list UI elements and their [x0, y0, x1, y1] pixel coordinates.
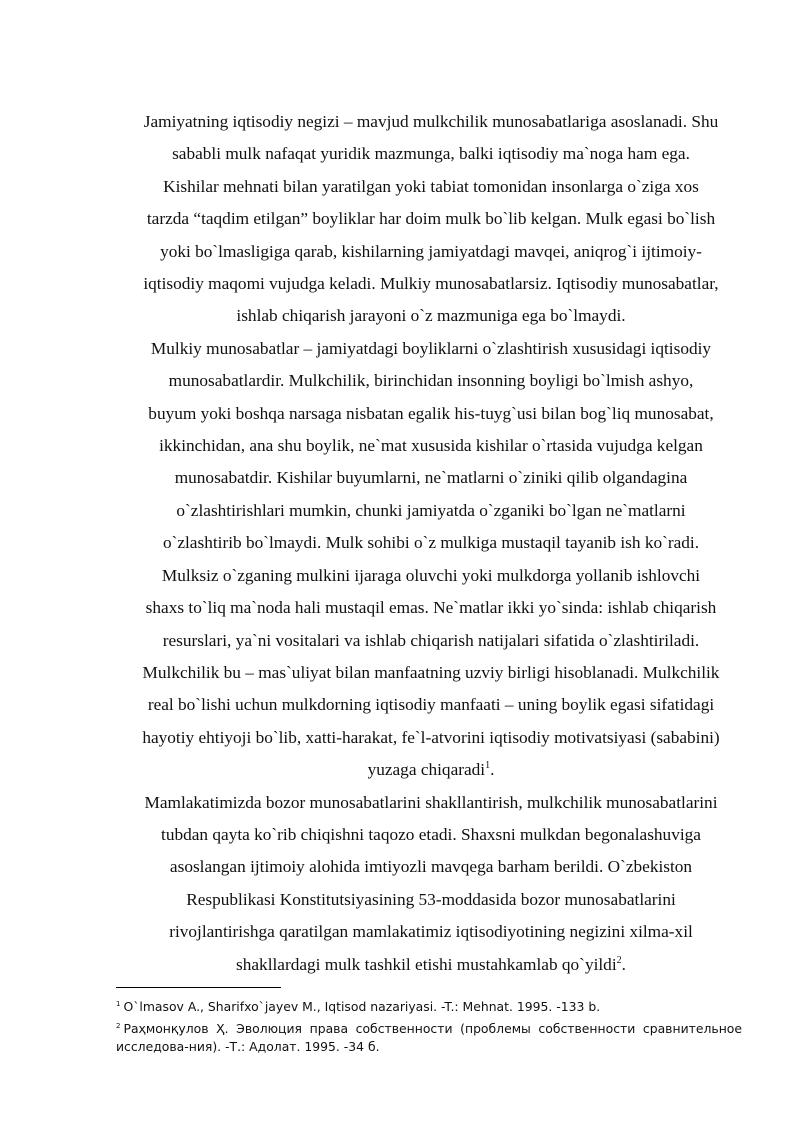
footnotes [116, 998, 742, 1060]
text-line: hayotiy ehtiyoji bo`lib, xatti-harakat, fe`l-atvorini iqtisodiy motivatsiyasi (sababini) [142, 727, 720, 747]
footnote-1 [116, 998, 742, 1016]
text-line: shaxs to`liq ma`noda hali mustaqil emas. Ne`matlar ikki yo`sinda: ishlab chiqarish [145, 598, 717, 618]
sentence-end: . [621, 954, 626, 974]
footnote-text: Раҳмонқулов Ҳ. Эволюция права собственности (проблемы собственности сравнительное исследова-ния). -Т.: Адолат. 1995. -34 б. [116, 1021, 742, 1054]
footnote-separator [116, 987, 281, 988]
footnote-2 [116, 1020, 742, 1056]
text-line: Respublikasi Konstitutsiyasining 53-moddasida bozor munosabatlarini [186, 889, 676, 909]
text-line: Mulkiy munosabatlar – jamiyatdagi boyliklarni o`zlashtirish xususidagi iqtisodiy [150, 338, 712, 358]
text-line: munosabatdir. Kishilar buyumlarni, ne`matlarni o`ziniki qilib olgandagina [174, 468, 688, 488]
footnote-ref-1[interactable]: 1 [485, 760, 491, 772]
footnote-text: O`lmasov A., Sharifxo`jayev M., Iqtisod nazariyasi. -T.: Mehnat. 1995. -133 b. [123, 999, 601, 1014]
text-line: buyum yoki boshqa narsaga nisbatan egalik his-tuyg`usi bilan bog`liq munosabat, [148, 403, 714, 423]
text-line: real bo`lishi uchun mulkdorning iqtisodiy manfaati – uning boylik egasi sifatidagi [147, 695, 715, 715]
text-line: tubdan qayta ko`rib chiqishni taqozo etadi. Shaxsni mulkdan begonalashuviga [161, 824, 701, 844]
footnote-marker: 1 [116, 999, 121, 1008]
text-line: o`zlashtirib bo`lmaydi. Mulk sohibi o`z mulkiga mustaqil tayanib ish ko`radi. [162, 533, 700, 553]
text-line: Kishilar mehnati bilan yaratilgan yoki tabiat tomonidan insonlarga o`ziga xos [163, 176, 699, 196]
paragraph-1 [112, 106, 750, 333]
text-line: resurslari, ya`ni vositalari va ishlab chiqarish natijalari sifatida o`zlashtiriladi. [162, 630, 700, 650]
text-line: Mulkchilik bu – mas`uliyat bilan manfaatning uzviy birligi hisoblanadi. Mulkchilik [142, 662, 720, 682]
sentence-end: . [490, 760, 495, 780]
text-line: ikkinchidan, ana shu boylik, ne`mat xususida kishilar o`rtasida vujudga kelgan [159, 436, 703, 456]
text-line: o`zlashtirishlari mumkin, chunki jamiyatda o`zganiki bo`lgan ne`matlarni [176, 500, 686, 520]
text-line: Jamiyatning iqtisodiy negizi – mavjud mulkchilik munosabatlariga asoslanadi. Shu [143, 112, 719, 131]
text-line: yoki bo`lmasligiga qarab, kishilarning jamiyatdagi mavqei, aniqrog`i ijtimoiy- [160, 241, 702, 261]
text-line: asoslangan ijtimoiy alohida imtiyozli mavqega barham berildi. O`zbekiston [169, 857, 693, 877]
footnote-ref-2[interactable]: 2 [616, 954, 622, 966]
text-line: shakllardagi mulk tashkil etishi mustahkamlab qo`yildi [236, 954, 617, 974]
text-line: sababli mulk nafaqat yuridik mazmunga, balki iqtisodiy ma`noga ham ega. [172, 144, 690, 164]
text-line: ishlab chiqarish jarayoni o`z mazmuniga ega bo`lmaydi. [236, 306, 626, 326]
text-line: yuzaga chiqaradi [367, 760, 486, 780]
paragraph-3 [112, 787, 750, 981]
text-line: munosabatlardir. Mulkchilik, birinchidan insonning boyligi bo`lmish ashyo, [168, 371, 694, 391]
text-line: rivojlantirishga qaratilgan mamlakatimiz iqtisodiyotining negizini xilma-xil [169, 922, 693, 942]
text-line: iqtisodiy maqomi vujudga keladi. Mulkiy munosabatlarsiz. Iqtisodiy munosabatlar, [143, 274, 719, 294]
text-line: tarzda “taqdim etilgan” boyliklar har doim mulk bo`lib kelgan. Mulk egasi bo`lish [146, 209, 716, 229]
paragraph-2 [112, 333, 750, 787]
footnote-marker: 2 [116, 1021, 121, 1030]
body-text [112, 106, 750, 981]
text-line: Mulksiz o`zganing mulkini ijaraga oluvchi yoki mulkdorga yollanib ishlovchi [161, 565, 701, 585]
text-line: Mamlakatimizda bozor munosabatlarini shakllantirish, mulkchilik munosabatlarini [144, 792, 718, 812]
